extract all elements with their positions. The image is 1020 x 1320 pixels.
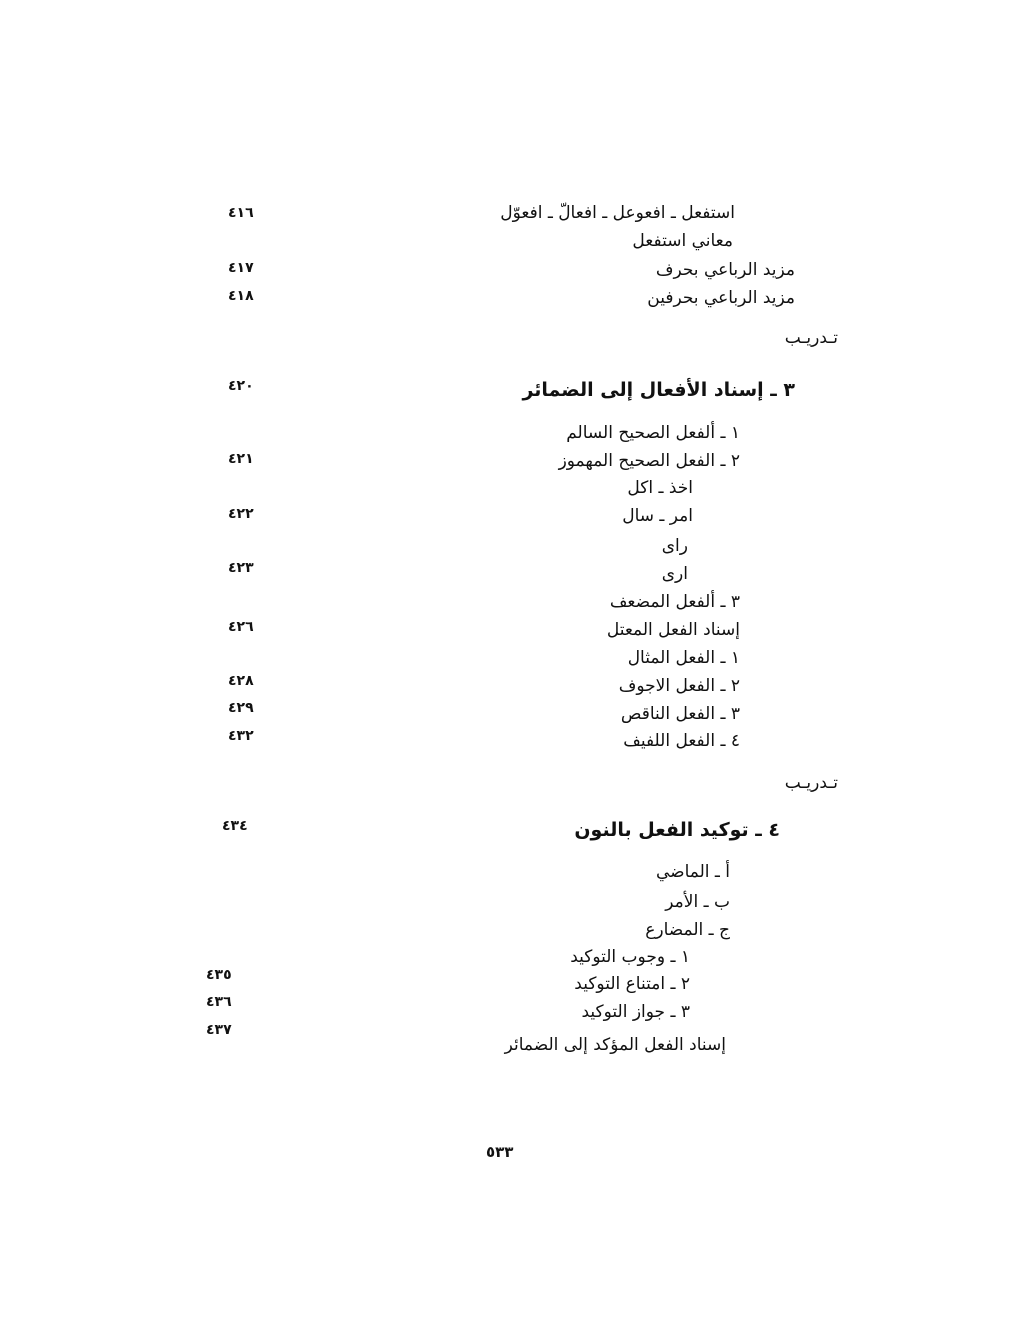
toc-entry-page: ٤٣٧ xyxy=(206,1022,232,1038)
page-number: ٥٣٣ xyxy=(486,1143,514,1161)
toc-entry-title: راى xyxy=(661,536,688,556)
toc-entry-title: اخذ ـ اكل xyxy=(627,478,693,498)
toc-entry-page: ٤٢٠ xyxy=(228,378,254,394)
toc-entry-title: امر ـ سال xyxy=(622,506,693,526)
toc-entry-title: ٤ ـ توكيد الفعل بالنون xyxy=(574,819,780,841)
toc-entry-title: أ ـ الماضي xyxy=(655,862,730,882)
toc-entry-title: إسناد الفعل المعتل xyxy=(606,620,740,640)
toc-entry-title: ١ ـ الفعل المثال xyxy=(627,648,740,668)
toc-entry-page: ٤١٧ xyxy=(228,260,254,276)
toc-entry-title: ٣ ـ الفعل الناقص xyxy=(620,704,740,724)
toc-entry-title: استفعل ـ افعوعل ـ افعالّ ـ افعوّل xyxy=(500,203,735,223)
toc-entry-title: ٢ ـ امتناع التوكيد xyxy=(574,974,690,994)
toc-entry-page: ٤٢٦ xyxy=(228,619,254,635)
toc-entry-title: ١ ـ وجوب التوكيد xyxy=(570,947,690,967)
toc-entry-page: ٤٢٨ xyxy=(228,673,254,689)
toc-entry-title: ب ـ الأمر xyxy=(665,892,730,912)
toc-entry-title: ١ ـ ألفعل الصحيح السالم xyxy=(566,423,740,443)
toc-entry-title: ٣ ـ إسناد الأفعال إلى الضمائر xyxy=(522,379,795,401)
toc-entry-title: ٤ ـ الفعل اللفيف xyxy=(623,731,740,751)
toc-entry-page: ٤١٨ xyxy=(228,288,254,304)
toc-entry-title: تـدريـب xyxy=(784,328,838,348)
toc-entry-page: ٤٢٩ xyxy=(228,700,254,716)
toc-entry-page: ٤٣٢ xyxy=(228,728,254,744)
toc-entry-page: ٤٣٦ xyxy=(206,994,232,1010)
toc-entry-title: معاني استفعل xyxy=(632,231,733,251)
toc-entry-title: مزيد الرباعي بحرف xyxy=(655,260,795,280)
toc-entry-title: ٣ ـ ألفعل المضعف xyxy=(609,592,740,612)
toc-entry-page: ٤٣٥ xyxy=(206,967,232,983)
toc-entry-page: ٤٢١ xyxy=(228,451,254,467)
toc-entry-title: ج ـ المضارع xyxy=(645,920,730,940)
toc-entry-title: ٣ ـ جواز التوكيد xyxy=(581,1002,690,1022)
toc-entry-page: ٤١٦ xyxy=(228,205,254,221)
toc-entry-title: إسناد الفعل المؤكد إلى الضمائر xyxy=(504,1035,726,1055)
toc-entry-title: ٢ ـ الفعل الاجوف xyxy=(618,676,740,696)
toc-entry-page: ٤٢٢ xyxy=(228,506,254,522)
toc-entry-page: ٤٢٣ xyxy=(228,560,254,576)
toc-entry-title: تـدريـب xyxy=(784,773,838,793)
toc-entry-title: ارى xyxy=(661,564,688,584)
toc-entry-title: مزيد الرباعي بحرفين xyxy=(647,288,795,308)
toc-entry-page: ٤٣٤ xyxy=(222,818,248,834)
toc-entry-title: ٢ ـ الفعل الصحيح المهموز xyxy=(558,451,740,471)
